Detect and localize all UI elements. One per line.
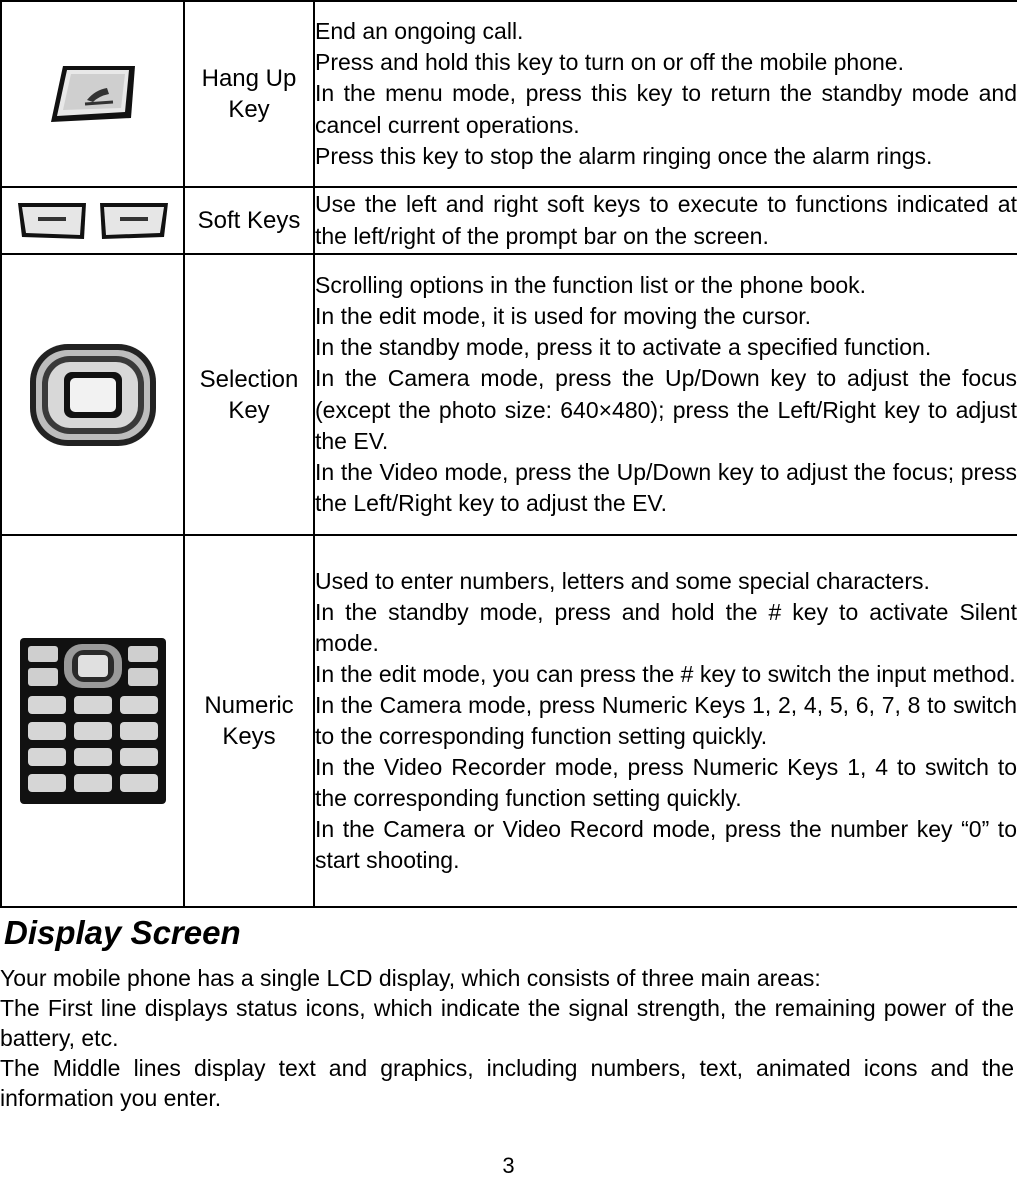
- table-row: [1, 535, 1017, 907]
- description-line: Press this key to stop the alarm ringing once the alarm rings.: [315, 142, 933, 169]
- icon-cell: [1, 254, 184, 535]
- description-line: In the edit mode, it is used for moving the cursor.: [315, 303, 812, 330]
- key-description: [314, 187, 1017, 254]
- description-line: In the Video mode, press the Up/Down key to adjust the focus; press the Left/Right key to adjust the EV.: [315, 458, 1017, 516]
- description-line: Used to enter numbers, letters and some special characters.: [315, 567, 930, 594]
- key-name: Soft Keys: [184, 187, 314, 254]
- selection-key-icon: [26, 340, 160, 450]
- key-name: Selection Key: [184, 254, 314, 535]
- description-line: In the menu mode, press this key to return the standby mode and cancel current operations.: [315, 80, 1017, 138]
- key-name: Numeric Keys: [184, 535, 314, 907]
- description-line: Press and hold this key to turn on or off the mobile phone.: [315, 49, 904, 76]
- description-line: In the Camera or Video Record mode, press the number key “0” to start shooting.: [315, 816, 1017, 874]
- hang-up-key-icon: [47, 62, 139, 126]
- paragraph: Your mobile phone has a single LCD display, which consists of three main areas:: [0, 965, 821, 991]
- description-line: End an ongoing call.: [315, 18, 524, 45]
- paragraph: The First line displays status icons, which indicate the signal strength, the remaining power of the battery, etc.: [0, 995, 1014, 1051]
- table-row: [1, 187, 1017, 254]
- description-line: In the Camera mode, press Numeric Keys 1, 2, 4, 5, 6, 7, 8 to switch to the corresponding function setting quickly.: [315, 691, 1017, 749]
- key-description: [314, 1, 1017, 187]
- numeric-keypad-icon: [20, 638, 166, 804]
- description-line: In the standby mode, press and hold the # key to activate Silent mode.: [315, 598, 1017, 656]
- icon-cell: [1, 535, 184, 907]
- description-line: In the standby mode, press it to activate a specified function.: [315, 334, 932, 361]
- description-line: In the edit mode, you can press the # key to switch the input method.: [315, 660, 1016, 687]
- icon-cell: [1, 1, 184, 187]
- icon-cell: [1, 187, 184, 254]
- description-line: Use the left and right soft keys to execute to functions indicated at the left/right of the prompt bar on the screen.: [315, 191, 1017, 249]
- key-description: [314, 535, 1017, 907]
- table-row: [1, 1, 1017, 187]
- page-number: 3: [502, 1153, 515, 1178]
- section-body: [0, 963, 1014, 1113]
- description-line: In the Camera mode, press the Up/Down key to adjust the focus (except the photo size: 640×480); press the Left/Right key to adjust the EV.: [315, 365, 1017, 454]
- soft-keys-icon: [14, 199, 172, 243]
- section-title: Display Screen: [4, 914, 241, 951]
- key-description: [314, 254, 1017, 535]
- table-row: [1, 254, 1017, 535]
- paragraph: The Middle lines display text and graphics, including numbers, text, animated icons and the information you enter.: [0, 1055, 1014, 1111]
- key-name: Hang Up Key: [184, 1, 314, 187]
- description-line: Scrolling options in the function list or the phone book.: [315, 272, 867, 299]
- description-line: In the Video Recorder mode, press Numeric Keys 1, 4 to switch to the corresponding function setting quickly.: [315, 754, 1017, 812]
